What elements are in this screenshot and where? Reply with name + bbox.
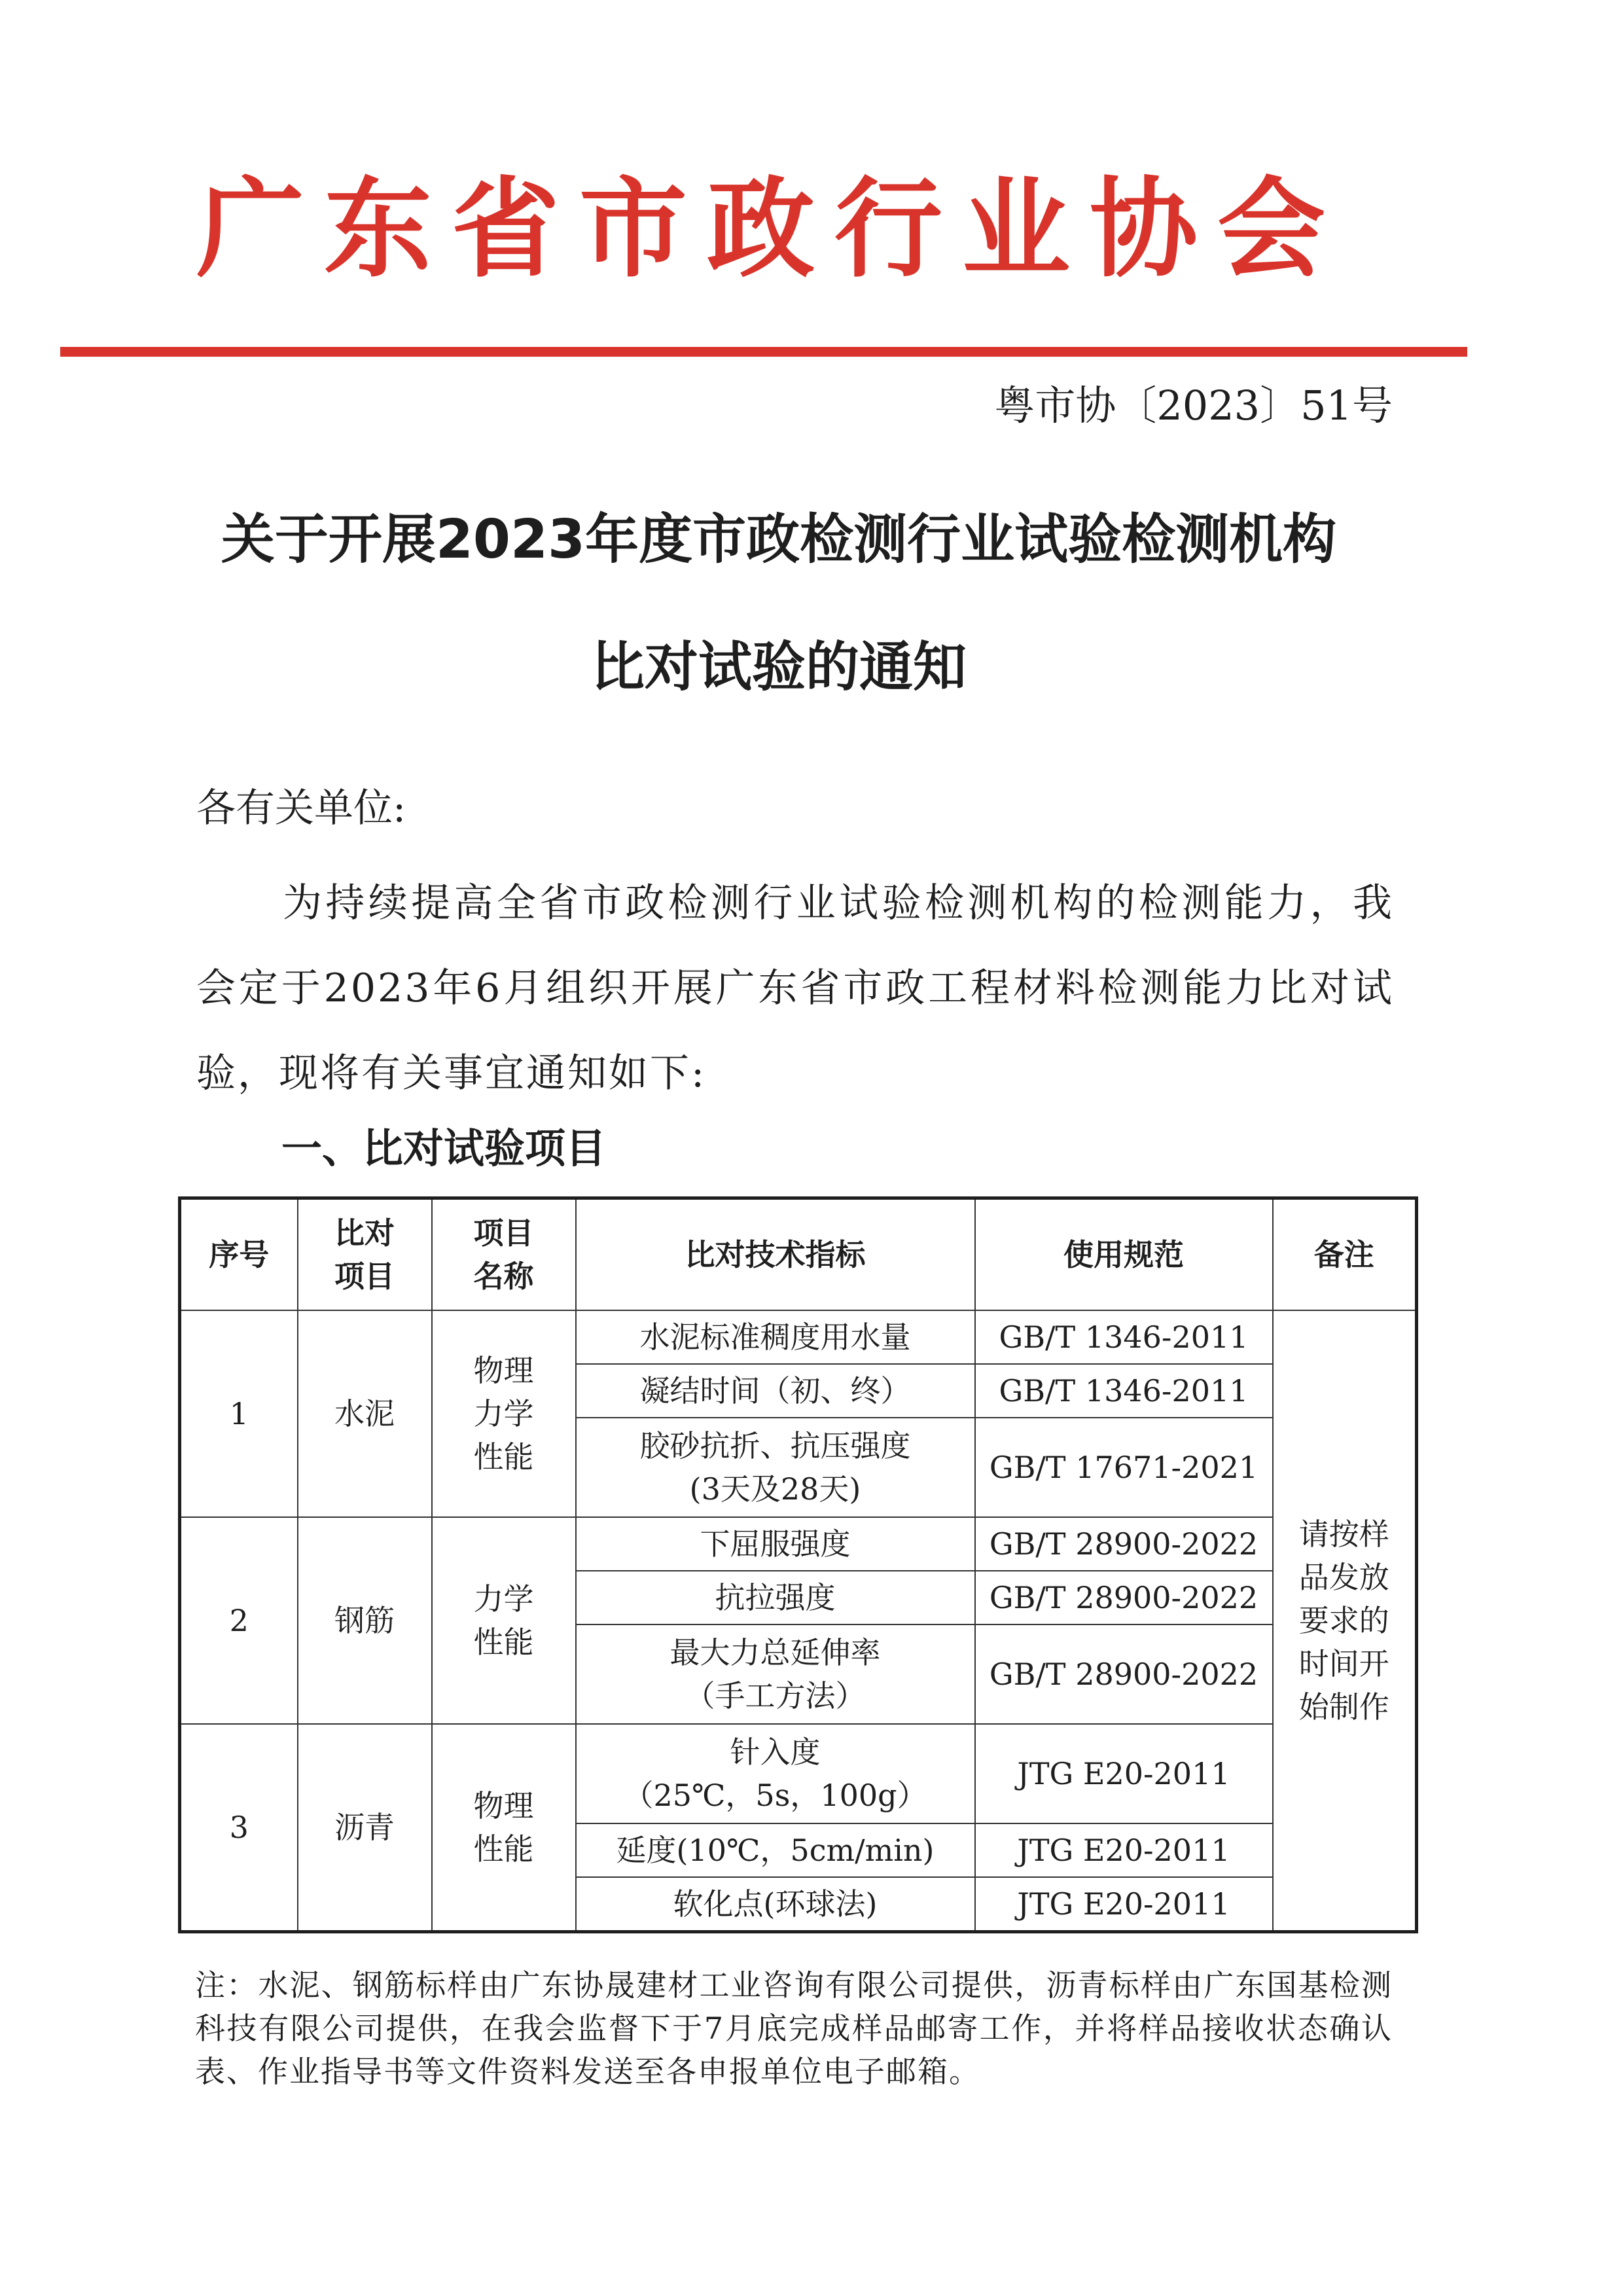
header-name-line2: 名称 xyxy=(473,1259,534,1294)
cell-name-line: 物理 xyxy=(473,1353,534,1388)
cell-standard: GB/T 28900-2022 xyxy=(975,1517,1273,1571)
cell-name-line: 性能 xyxy=(473,1831,534,1867)
table-row xyxy=(180,1724,1417,1823)
header-name-line1: 项目 xyxy=(473,1215,534,1251)
header-remark: 备注 xyxy=(1273,1198,1417,1311)
cell-item: 沥青 xyxy=(298,1724,432,1932)
table-row xyxy=(180,1310,1417,1364)
cell-standard: GB/T 28900-2022 xyxy=(975,1571,1273,1624)
cell-indicator: 延度(10℃，5cm/min) xyxy=(576,1823,975,1877)
header-standard: 使用规范 xyxy=(975,1198,1273,1311)
cell-name-line: 力学 xyxy=(473,1396,534,1431)
header-no: 序号 xyxy=(180,1198,298,1311)
cell-indicator xyxy=(576,1624,975,1724)
remark-line: 请按样 xyxy=(1298,1516,1389,1552)
remark-line: 时间开 xyxy=(1298,1646,1389,1681)
section-heading: 一、比对试验项目 xyxy=(281,1124,607,1172)
header-item-line1: 比对 xyxy=(334,1215,395,1251)
cell-standard: GB/T 1346-2011 xyxy=(975,1310,1273,1364)
cell-no: 1 xyxy=(180,1310,298,1517)
cell-indicator xyxy=(576,1724,975,1823)
document-title-line2: 比对试验的通知 xyxy=(590,636,967,698)
table-footnote: 注：水泥、钢筋标样由广东协晟建材工业咨询有限公司提供，沥青标样由广东国基检测科技有限公司提供，在我会监督下于7月底完成样品邮寄工作，并将样品接收状态确认表、作业指导书等文件资料发送至各申报单位电子邮箱。 xyxy=(195,1967,1393,2089)
cell-name-line: 力学 xyxy=(473,1581,534,1617)
cell-name xyxy=(432,1517,576,1724)
cell-item: 钢筋 xyxy=(298,1517,432,1724)
cell-remark xyxy=(1273,1310,1417,1932)
header-item xyxy=(298,1198,432,1311)
cell-indicator-line: (3天及28天) xyxy=(689,1471,861,1507)
cell-name-line: 性能 xyxy=(473,1624,534,1660)
cell-indicator xyxy=(576,1418,975,1517)
cell-no: 3 xyxy=(180,1724,298,1932)
cell-indicator-line: （25℃，5s，100g） xyxy=(623,1778,927,1813)
cell-item: 水泥 xyxy=(298,1310,432,1517)
table-body xyxy=(180,1310,1417,1932)
cell-standard: JTG E20-2011 xyxy=(975,1823,1273,1877)
cell-indicator: 软化点(环球法) xyxy=(576,1877,975,1932)
cell-indicator: 凝结时间（初、终） xyxy=(576,1364,975,1418)
table-header xyxy=(180,1198,1417,1311)
table-row xyxy=(180,1517,1417,1571)
document-title-line1: 关于开展2023年度市政检测行业试验检测机构 xyxy=(221,509,1337,571)
cell-indicator-line: 胶砂抗折、抗压强度 xyxy=(639,1428,911,1463)
remark-line: 要求的 xyxy=(1298,1603,1389,1638)
cell-indicator: 下屈服强度 xyxy=(576,1517,975,1571)
header-indicator: 比对技术指标 xyxy=(576,1198,975,1311)
cell-name-line: 物理 xyxy=(473,1788,534,1823)
cell-standard: GB/T 17671-2021 xyxy=(975,1418,1273,1517)
cell-indicator: 水泥标准稠度用水量 xyxy=(576,1310,975,1364)
salutation: 各有关单位: xyxy=(196,785,406,831)
letterhead-org-name: 广东省市政行业协会 xyxy=(196,166,1345,292)
cell-indicator: 抗拉强度 xyxy=(576,1571,975,1624)
remark-line: 品发放 xyxy=(1298,1560,1389,1595)
comparison-items-table xyxy=(178,1196,1418,1933)
cell-indicator-line: （手工方法） xyxy=(685,1678,866,1713)
cell-standard: GB/T 28900-2022 xyxy=(975,1624,1273,1724)
cell-indicator-line: 最大力总延伸率 xyxy=(669,1635,881,1670)
cell-name xyxy=(432,1724,576,1932)
header-name xyxy=(432,1198,576,1311)
cell-no: 2 xyxy=(180,1517,298,1724)
cell-name xyxy=(432,1310,576,1517)
cell-standard: JTG E20-2011 xyxy=(975,1724,1273,1823)
document-number: 粤市协〔2023〕51号 xyxy=(994,382,1393,429)
cell-standard: GB/T 1346-2011 xyxy=(975,1364,1273,1418)
cell-indicator-line: 针入度 xyxy=(730,1734,821,1770)
cell-name-line: 性能 xyxy=(473,1439,534,1475)
cell-standard: JTG E20-2011 xyxy=(975,1877,1273,1932)
letterhead-red-rule xyxy=(60,347,1467,357)
body-paragraph: 为持续提高全省市政检测行业试验检测机构的检测能力，我会定于2023年6月组织开展广东省市政工程材料检测能力比对试验，现将有关事宜通知如下: xyxy=(196,880,1394,1096)
remark-line: 始制作 xyxy=(1298,1689,1389,1725)
header-item-line2: 项目 xyxy=(334,1259,395,1294)
